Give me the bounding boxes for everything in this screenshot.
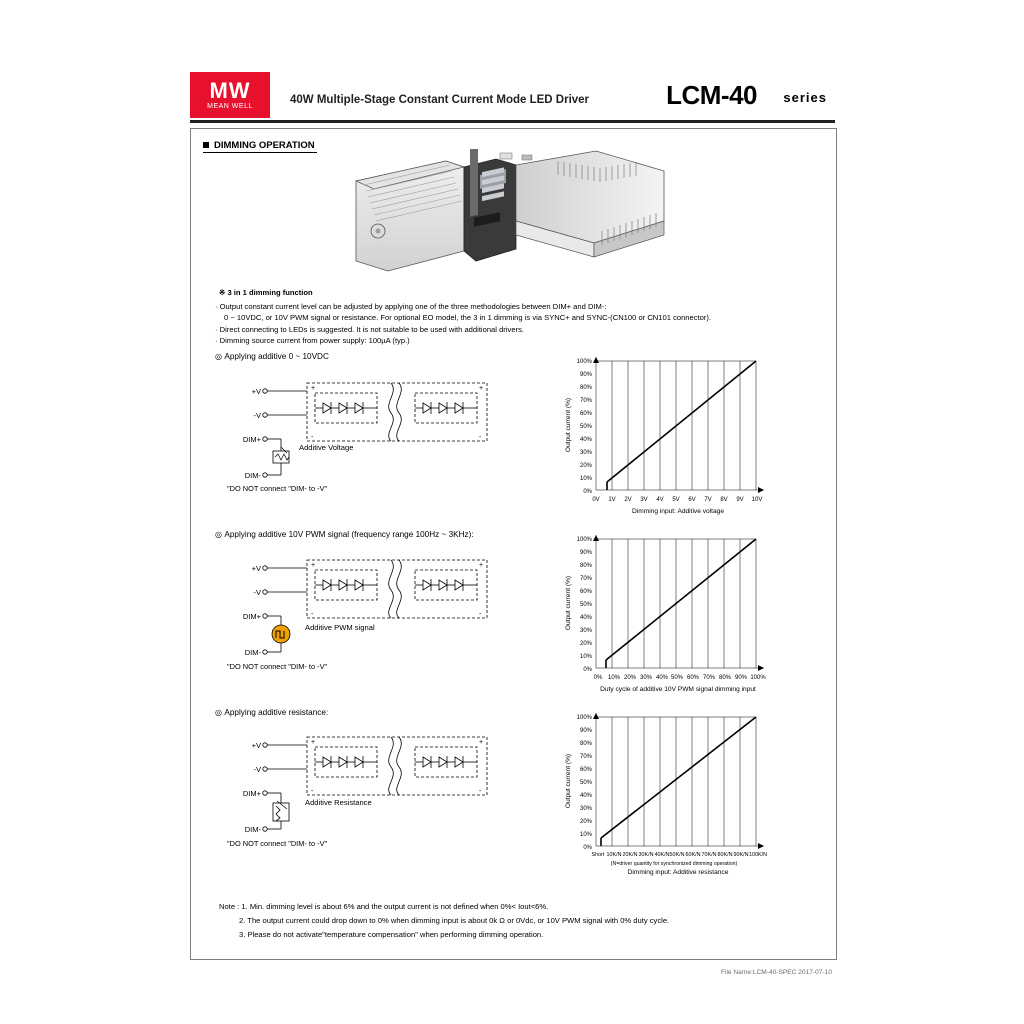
- svg-text:50%: 50%: [579, 602, 592, 608]
- svg-text:70%: 70%: [579, 576, 592, 582]
- device-photo: [346, 149, 676, 284]
- subsection-heading-1: ◎ Applying additive 0 ~ 10VDC: [215, 352, 329, 361]
- svg-text:+: +: [479, 562, 484, 569]
- svg-text:50K/N: 50K/N: [669, 852, 685, 858]
- svg-text:1V: 1V: [608, 497, 616, 503]
- svg-text:Output current (%): Output current (%): [565, 575, 572, 631]
- svg-text:+: +: [479, 385, 484, 392]
- svg-text:50%: 50%: [579, 424, 592, 430]
- svg-text:80%: 80%: [579, 741, 592, 747]
- note-line-1: Note : 1. Min. dimming level is about 6% and the output current is not defined when 0%< Iout<6%.: [219, 902, 549, 911]
- svg-text:Output current (%): Output current (%): [565, 753, 572, 809]
- svg-text:-: -: [479, 788, 482, 795]
- svg-text:0%: 0%: [583, 667, 592, 673]
- svg-text:-V: -V: [253, 588, 261, 597]
- svg-text:-: -: [479, 434, 482, 441]
- svg-text:Short: Short: [591, 852, 605, 858]
- svg-text:60K/N: 60K/N: [685, 852, 701, 858]
- bullet-square-icon: [203, 142, 209, 148]
- note-line-2: 2. The output current could drop down to 0% when dimming input is about 0k Ω or 0Vdc, or 10V PWM signal with 0% duty cycle.: [239, 916, 670, 925]
- page-title: 40W Multiple-Stage Constant Current Mode LED Driver: [290, 94, 590, 106]
- svg-text:30%: 30%: [579, 450, 592, 456]
- svg-text:10%: 10%: [607, 675, 621, 681]
- svg-text:DIM-: DIM-: [244, 648, 261, 657]
- svg-text:40%: 40%: [579, 615, 592, 621]
- chart-pwm-duty: [556, 529, 771, 699]
- svg-text:20%: 20%: [623, 675, 637, 681]
- svg-text:10K/N: 10K/N: [606, 852, 622, 858]
- svg-text:+: +: [311, 739, 316, 746]
- svg-text:DIM+: DIM+: [242, 435, 261, 444]
- source-label-2: Additive PWM signal: [305, 623, 375, 632]
- circuit-diagram-2: [219, 554, 509, 669]
- svg-text:5V: 5V: [672, 497, 680, 503]
- intro-bullet-3: · Dimming source current from power supply: 100µA (typ.): [215, 336, 410, 345]
- svg-text:80%: 80%: [718, 675, 732, 681]
- svg-text:20K/N: 20K/N: [622, 852, 638, 858]
- circuit-diagram-1: [219, 377, 509, 492]
- chart-additive-voltage: [556, 351, 771, 521]
- svg-text:-: -: [311, 434, 314, 441]
- svg-text:-V: -V: [253, 411, 261, 420]
- file-name-footer: File Name:LCM-40-SPEC 2017-07-10: [720, 969, 832, 976]
- svg-text:50%: 50%: [579, 780, 592, 786]
- svg-text:70%: 70%: [579, 754, 592, 760]
- svg-text:100%: 100%: [576, 715, 592, 721]
- content-frame: [190, 128, 837, 960]
- svg-text:+: +: [311, 562, 316, 569]
- svg-text:20%: 20%: [579, 463, 592, 469]
- svg-text:6V: 6V: [688, 497, 696, 503]
- svg-text:60%: 60%: [686, 675, 700, 681]
- svg-text:0%: 0%: [583, 845, 592, 851]
- intro-bullet-1-text: Output constant current level can be adjusted by applying one of the three methodologies between DIM+ and DIM-:: [219, 302, 607, 311]
- logo-mw-text: MW: [209, 77, 251, 103]
- subsection-heading-2: ◎ Applying additive 10V PWM signal (frequency range 100Hz ~ 3KHz):: [215, 530, 474, 539]
- svg-text:20%: 20%: [579, 641, 592, 647]
- svg-text:100K/N: 100K/N: [749, 852, 767, 858]
- svg-text:30%: 30%: [579, 628, 592, 634]
- meanwell-logo: [190, 72, 270, 118]
- svg-text:10%: 10%: [579, 832, 592, 838]
- svg-text:30K/N: 30K/N: [638, 852, 654, 858]
- svg-text:0%: 0%: [583, 489, 592, 495]
- intro-bullet-1b: 0 ~ 10VDC, or 10V PWM signal or resistance. For optional EO model, the 3 in 1 dimming is via SYNC+ and SYNC-(CN100 or CN101 connector).: [224, 313, 712, 322]
- svg-text:90K/N: 90K/N: [733, 852, 749, 858]
- section-title-text: DIMMING OPERATION: [214, 140, 315, 151]
- intro-bullet-2-text: Direct connecting to LEDs is suggested. It is not suitable to be used with additional drivers.: [219, 325, 524, 334]
- svg-text:3V: 3V: [640, 497, 648, 503]
- model-name: LCM-40: [666, 80, 757, 110]
- svg-text:DIM-: DIM-: [244, 825, 261, 834]
- svg-text:-V: -V: [253, 765, 261, 774]
- svg-text:7V: 7V: [704, 497, 712, 503]
- svg-text:60%: 60%: [579, 767, 592, 773]
- svg-text:Duty cycle of additive 10V PWM: Duty cycle of additive 10V PWM signal dimming input: [600, 686, 756, 693]
- svg-text:+: +: [479, 739, 484, 746]
- intro-bullet-2: · Direct connecting to LEDs is suggested. It is not suitable to be used with additional drivers.: [215, 325, 524, 334]
- circuit-diagram-3: [219, 731, 509, 846]
- source-label-1: Additive Voltage: [299, 443, 354, 452]
- svg-text:10%: 10%: [579, 654, 592, 660]
- dimming-function-heading: ※ 3 in 1 dimming function: [219, 288, 313, 297]
- warning-3: "DO NOT connect "DIM- to -V": [227, 839, 328, 848]
- svg-text:30%: 30%: [639, 675, 653, 681]
- chart-additive-resistance: [556, 707, 771, 877]
- svg-text:4V: 4V: [656, 497, 664, 503]
- page-header: [190, 72, 835, 120]
- svg-text:Dimming input: Additive voltag: Dimming input: Additive voltage: [632, 508, 724, 515]
- subsection-heading-3: ◎ Applying additive resistance:: [215, 708, 329, 717]
- svg-text:100%: 100%: [576, 537, 592, 543]
- svg-text:60%: 60%: [579, 589, 592, 595]
- svg-text:90%: 90%: [579, 728, 592, 734]
- svg-text:40%: 40%: [655, 675, 669, 681]
- svg-text:70%: 70%: [579, 398, 592, 404]
- svg-text:20%: 20%: [579, 819, 592, 825]
- source-label-3: Additive Resistance: [305, 798, 372, 807]
- svg-text:80%: 80%: [579, 563, 592, 569]
- subsection-heading-1-text: Applying additive 0 ~ 10VDC: [224, 352, 329, 361]
- svg-text:0%: 0%: [593, 675, 603, 681]
- subsection-heading-2-text: Applying additive 10V PWM signal (frequency range 100Hz ~ 3KHz):: [224, 530, 474, 539]
- svg-text:90%: 90%: [734, 675, 748, 681]
- svg-text:70%: 70%: [702, 675, 716, 681]
- svg-text:40K/N: 40K/N: [654, 852, 670, 858]
- svg-text:DIM+: DIM+: [242, 612, 261, 621]
- svg-text:30%: 30%: [579, 806, 592, 812]
- svg-text:+V: +V: [251, 741, 261, 750]
- svg-text:90%: 90%: [579, 550, 592, 556]
- svg-text:40%: 40%: [579, 437, 592, 443]
- intro-bullet-3-text: Dimming source current from power supply: 100µA (typ.): [219, 336, 410, 345]
- svg-text:2V: 2V: [624, 497, 632, 503]
- svg-text:Dimming input: Additive resist: Dimming input: Additive resistance: [627, 869, 729, 876]
- svg-text:40%: 40%: [579, 793, 592, 799]
- section-title: [203, 140, 317, 153]
- svg-text:100%: 100%: [750, 675, 766, 681]
- svg-text:Output current (%): Output current (%): [565, 397, 572, 453]
- svg-text:80%: 80%: [579, 385, 592, 391]
- note-line-3: 3. Please do not activate"temperature compensation" when performing dimming operation.: [239, 930, 544, 939]
- svg-text:50%: 50%: [670, 675, 684, 681]
- svg-text:70K/N: 70K/N: [701, 852, 717, 858]
- svg-text:90%: 90%: [579, 372, 592, 378]
- svg-text:DIM-: DIM-: [244, 471, 261, 480]
- svg-text:(N=driver quantity for synchro: (N=driver quantity for synchronized dimming operation): [610, 861, 738, 867]
- svg-text:9V: 9V: [736, 497, 744, 503]
- svg-text:-: -: [311, 788, 314, 795]
- svg-text:DIM+: DIM+: [242, 789, 261, 798]
- warning-2: "DO NOT connect "DIM- to -V": [227, 662, 328, 671]
- svg-text:10%: 10%: [579, 476, 592, 482]
- svg-text:-: -: [311, 611, 314, 618]
- logo-brand-text: MEAN WELL: [207, 102, 253, 110]
- svg-text:60%: 60%: [579, 411, 592, 417]
- svg-text:100%: 100%: [576, 359, 592, 365]
- warning-1: "DO NOT connect "DIM- to -V": [227, 484, 328, 493]
- header-divider: [190, 120, 835, 123]
- subsection-heading-3-text: Applying additive resistance:: [224, 708, 329, 717]
- svg-text:-: -: [479, 611, 482, 618]
- svg-text:8V: 8V: [720, 497, 728, 503]
- svg-text:+: +: [311, 385, 316, 392]
- svg-text:0V: 0V: [592, 497, 600, 503]
- svg-text:+V: +V: [251, 564, 261, 573]
- svg-text:80K/N: 80K/N: [717, 852, 733, 858]
- intro-bullet-1: · Output constant current level can be adjusted by applying one of the three methodologies between DIM+ and DIM-:: [215, 302, 607, 311]
- series-label: series: [783, 90, 827, 105]
- svg-text:+V: +V: [251, 387, 261, 396]
- svg-text:10V: 10V: [751, 497, 763, 503]
